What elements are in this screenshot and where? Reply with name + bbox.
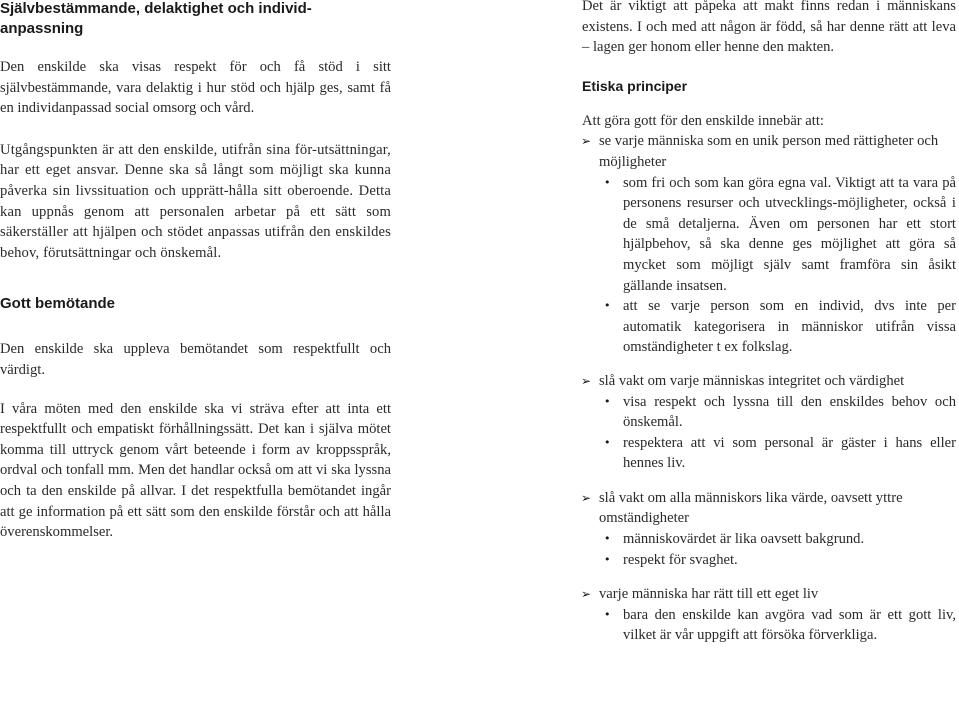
principle-lead-text: slå vakt om varje människas integritet och värdighet (599, 372, 905, 389)
principle-lead-text: se varje människa som en unik person med rättigheter och möjligheter (599, 133, 939, 170)
bullet-dot-icon: • (604, 299, 611, 313)
bullet-dot-icon: • (604, 394, 611, 408)
bullet-dot-icon: • (604, 175, 611, 189)
list-item-text: att se varje person som en individ, dvs inte per automatik kategorisera in människor utifrån vissa omständigheter t ex folkslag. (623, 298, 956, 356)
principle-lead (582, 584, 956, 605)
right-column (582, 0, 956, 646)
principle-section (582, 584, 956, 646)
principle-lead-text: slå vakt om alla människors lika värde, oavsett yttre omständigheter (599, 489, 903, 527)
paragraph: Utgångspunkten är att den enskilde, utifrån sina för-utsättningar, har ett eget ansvar. Denne ska så långt som möjligt ska kunna påverka sin livssituation och upprätt-hålla sitt oberoende. Detta kan uppnås genom att personalen arbetar på ett sätt som säkerställer att hjälpen och stödet anpassas utifrån den enskildes behov, förutsättningar och önskemål. (0, 141, 391, 261)
section-heading-treatment: Gott bemötande (0, 295, 115, 313)
list-item (604, 296, 956, 358)
list-item-text: visa respekt och lyssna till den enskildes behov och önskemål. (623, 393, 956, 431)
bullet-dot-icon: • (604, 532, 611, 546)
paragraph: Det är viktigt att påpeka att makt finns redan i människans existens. I och med att någon är född, så har denne rätt att leva – lagen ger honom eller henne den makten. (582, 0, 956, 56)
arrowhead-bullet-icon: ➢ (581, 373, 592, 388)
left-column (0, 0, 391, 543)
list-item (604, 392, 956, 433)
principle-lead (582, 131, 956, 172)
principle-section (582, 371, 956, 474)
bullet-dot-icon: • (604, 435, 611, 449)
bullet-list (582, 392, 956, 474)
list-item (604, 529, 956, 550)
list-item-text: bara den enskilde kan avgöra vad som är ett gott liv, vilket är vår uppgift att försöka förverkliga. (623, 606, 956, 644)
list-item-text: människovärdet är lika oavsett bakgrund. (623, 531, 865, 548)
paragraph-intro: Att göra gott för den enskilde innebär att: (582, 112, 824, 129)
paragraph: I våra möten med den enskilde ska vi sträva efter att inta ett respektfullt och empatiskt förhållningssätt. Det kan i själva mötet komma till uttryck genom vårt beteende i form av kroppsspråk, ordval och tonfall mm. Men det handlar också om att vi ska lyssna och ta den enskilde på allvar. I det respektfulla bemötandet ingår att ge information på ett sätt som den enskilde förstår och att hålla överenskommelser. (0, 400, 391, 541)
bullet-dot-icon: • (604, 552, 611, 566)
bullet-list (582, 605, 956, 646)
principle-lead (582, 371, 956, 392)
paragraph: Den enskilde ska visas respekt för och få stöd i sitt självbestämmande, vara delaktig i hur stöd och hjälp ges, samt få en individanpassad social omsorg och vård. (0, 59, 391, 117)
list-item (604, 173, 956, 297)
list-item-text: som fri och som kan göra egna val. Viktigt att ta vara på personens resurser och utvecklings-möjligheter, också i de små detaljerna. Även om personen har ett stort hjälpbehov, så ska denne ges möjlighet att göra så mycket som möjligt själv samt framföra sin åsikt gällande insatsen. (623, 174, 956, 294)
principle-section (582, 131, 956, 358)
principle-section (582, 488, 956, 570)
section-heading-ethics: Etiska principer (582, 77, 688, 94)
list-item (604, 433, 956, 474)
arrowhead-bullet-icon: ➢ (581, 134, 592, 149)
paragraph: Den enskilde ska uppleva bemötandet som respektfullt och värdigt. (0, 341, 391, 378)
list-item (604, 550, 956, 571)
bullet-list (582, 173, 956, 358)
bullet-dot-icon: • (604, 607, 611, 621)
list-item (604, 605, 956, 646)
principle-lead-text: varje människa har rätt till ett eget liv (599, 586, 819, 603)
list-item-text: respekt för svaghet. (623, 551, 738, 568)
bullet-list (582, 529, 956, 570)
principle-lead (582, 488, 956, 529)
list-item-text: respektera att vi som personal är gäster i hans eller hennes liv. (623, 434, 956, 472)
section-heading-selfdetermination: Självbestämmande, delaktighet och individ-anpassning (0, 0, 312, 37)
arrowhead-bullet-icon: ➢ (581, 587, 592, 602)
arrowhead-bullet-icon: ➢ (581, 490, 592, 505)
